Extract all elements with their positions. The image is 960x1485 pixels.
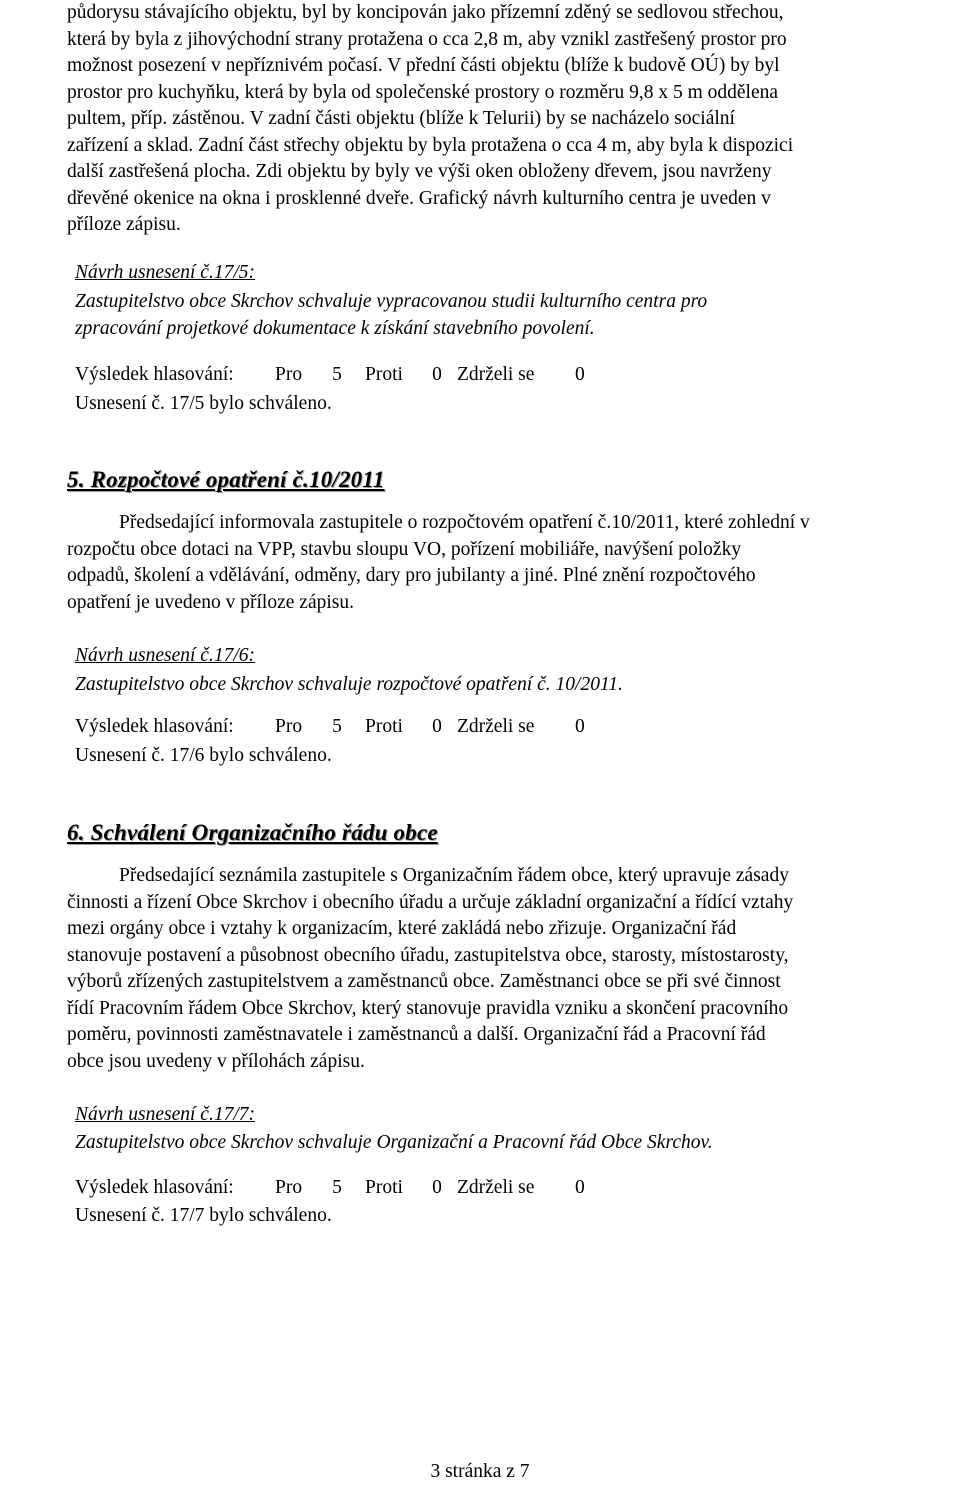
page-number: 3 stránka z 7 bbox=[430, 1461, 530, 1482]
text-line: odpadů, školení a vdělávání, odměny, dary pro jubilanty a jiné. Plné znění rozpočtového bbox=[67, 565, 756, 586]
text-line: příloze zápisu. bbox=[67, 214, 181, 235]
text-line: mezi orgány obce i vztahy k organizacím, které zakládá nebo zřizuje. Organizační řád bbox=[67, 918, 737, 939]
text-line: Zastupitelstvo obce Skrchov schvaluje Organizační a Pracovní řád Obce Skrchov. bbox=[75, 1132, 713, 1153]
resolution-result: Usnesení č. 17/5 bylo schváleno. bbox=[75, 393, 332, 414]
vote-pro-label: Pro bbox=[275, 364, 303, 385]
text-line: zařízení a sklad. Zadní část střechy objektu by byla protažena o cca 4 m, aby byla k dispozici bbox=[67, 134, 794, 156]
vote-proti-count: 0 bbox=[432, 716, 442, 737]
resolution-proposal-label: Návrh usnesení č.17/6: bbox=[75, 645, 255, 666]
text-line: činnosti a řízení Obce Skrchov i obecního úřadu a určuje základní organizační a řídící vztahy bbox=[67, 891, 794, 913]
text-line: prostor pro kuchyňku, která by byla od společenské prostory o rozměru 9,8 x 5 m oddělena bbox=[67, 81, 779, 103]
text-line: rozpočtu obce dotaci na VPP, stavbu sloupu VO, pořízení mobiliáře, navýšení položky bbox=[67, 538, 742, 560]
paragraph-organization-rules bbox=[67, 863, 947, 1075]
text-line: Zastupitelstvo obce Skrchov schvaluje vypracovanou studii kulturního centra pro bbox=[75, 291, 708, 312]
text-line: obce jsou uvedeny v přílohách zápisu. bbox=[67, 1050, 365, 1072]
vote-proti-label: Proti bbox=[365, 716, 403, 737]
text-line: zpracování projetkové dokumentace k získání stavebního povolení. bbox=[75, 317, 595, 339]
vote-abstain-count: 0 bbox=[575, 364, 585, 385]
text-line: řídí Pracovním řádem Obce Skrchov, který stanovuje pravidla vzniku a skončení pracovního bbox=[67, 997, 789, 1019]
text-line: půdorysu stávajícího objektu, byl by koncipován jako přízemní zděný se sedlovou střechou, bbox=[67, 2, 784, 23]
text-line: pultem, příp. zástěnou. V zadní části objektu (blíže k Telurii) by se nacházelo sociální bbox=[67, 108, 735, 129]
vote-pro-label: Pro bbox=[275, 1177, 303, 1198]
section-heading: 6. Schválení Organizačního řádu obce bbox=[67, 820, 438, 845]
resolution-proposal-label: Návrh usnesení č.17/5: bbox=[75, 262, 255, 283]
text-line: výborů zřízených zastupitelstvem a zaměstnanců obce. Zaměstnanci obce se při své činnost bbox=[67, 971, 781, 992]
text-line: která by byla z jihovýchodní strany protažena o cca 2,8 m, aby vznikl zastřešený prostor pro bbox=[67, 28, 787, 50]
vote-result bbox=[75, 716, 585, 738]
text-line: dřevěné okenice na okna i prosklenné dveře. Grafický návrh kulturního centra je uveden v bbox=[67, 187, 771, 209]
text-line: Zastupitelstvo obce Skrchov schvaluje rozpočtové opatření č. 10/2011. bbox=[75, 674, 623, 695]
text-line: další zastřešená plocha. Zdi objektu by byly ve výši oken obloženy dřevem, jsou navrženy bbox=[67, 161, 772, 182]
vote-abstain-label: Zdrželi se bbox=[457, 364, 535, 385]
vote-abstain-label: Zdrželi se bbox=[457, 716, 535, 737]
vote-abstain-label: Zdrželi se bbox=[457, 1177, 535, 1198]
vote-pro-count: 5 bbox=[332, 364, 342, 385]
vote-abstain-count: 0 bbox=[575, 716, 585, 737]
vote-result bbox=[75, 364, 585, 386]
vote-pro-count: 5 bbox=[332, 1177, 342, 1198]
paragraph-building-description bbox=[67, 0, 947, 239]
vote-proti-label: Proti bbox=[365, 1177, 403, 1198]
section-heading: 5. Rozpočtové opatření č.10/2011 bbox=[67, 467, 385, 492]
text-line: možnost posezení v nepříznivém počasí. V přední části objektu (blíže k budově OÚ) by byl bbox=[67, 55, 780, 76]
vote-pro-label: Pro bbox=[275, 716, 303, 737]
text-line: opatření je uvedeno v příloze zápisu. bbox=[67, 591, 354, 613]
text-line: poměru, povinnosti zaměstnavatele i zaměstnanců a další. Organizační řád a Pracovní řád bbox=[67, 1024, 766, 1045]
vote-label: Výsledek hlasování: bbox=[75, 716, 234, 737]
text-line: Předsedající informovala zastupitele o rozpočtovém opatření č.10/2011, které zohlední v bbox=[119, 512, 810, 533]
resolution-result: Usnesení č. 17/7 bylo schváleno. bbox=[75, 1205, 332, 1226]
text-line: stanovuje postavení a působnost obecního úřadu, zastupitelstva obce, starosty, místostarosty, bbox=[67, 944, 789, 966]
vote-proti-label: Proti bbox=[365, 364, 403, 385]
resolution-proposal-label: Návrh usnesení č.17/7: bbox=[75, 1104, 255, 1125]
vote-proti-count: 0 bbox=[432, 364, 442, 385]
vote-pro-count: 5 bbox=[332, 716, 342, 737]
resolution-text bbox=[75, 672, 945, 699]
vote-proti-count: 0 bbox=[432, 1177, 442, 1198]
resolution-text bbox=[75, 1130, 945, 1157]
vote-result bbox=[75, 1177, 585, 1199]
paragraph-budget bbox=[67, 510, 947, 616]
resolution-text bbox=[75, 289, 945, 342]
vote-abstain-count: 0 bbox=[575, 1177, 585, 1198]
text-line: Předsedající seznámila zastupitele s Organizačním řádem obce, který upravuje zásady bbox=[119, 865, 789, 886]
vote-label: Výsledek hlasování: bbox=[75, 1177, 234, 1198]
resolution-result: Usnesení č. 17/6 bylo schváleno. bbox=[75, 745, 332, 766]
vote-label: Výsledek hlasování: bbox=[75, 364, 234, 385]
